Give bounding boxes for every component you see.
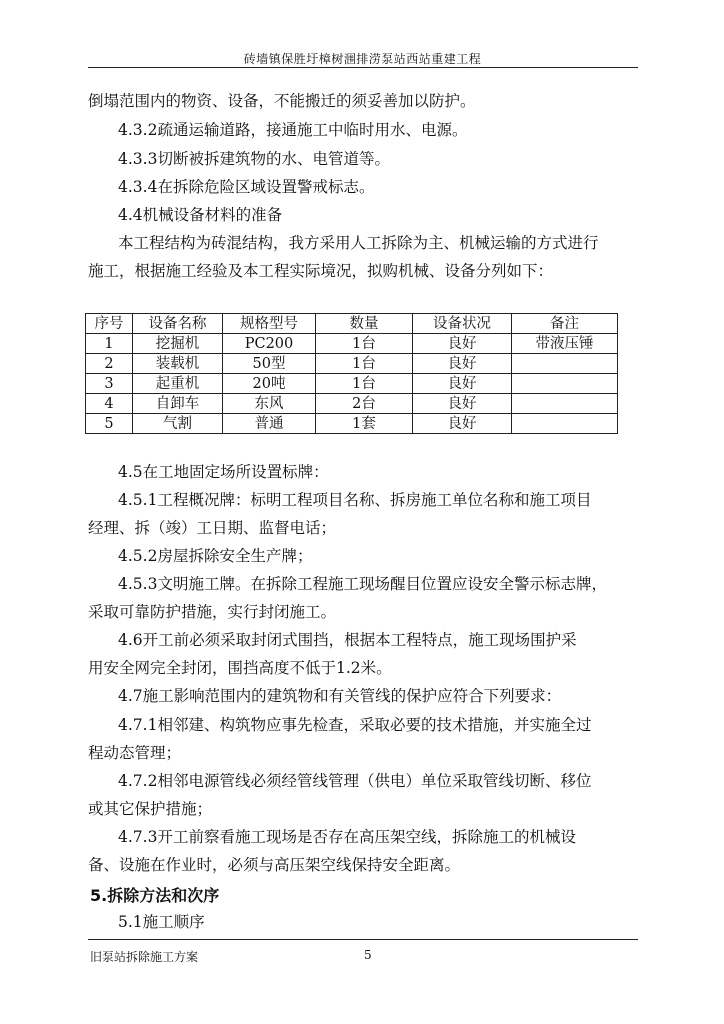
table-cell: 4	[86, 394, 133, 414]
table-cell: 20吨	[223, 374, 316, 394]
table-cell: 起重机	[133, 374, 223, 394]
paragraph: 采取可靠防护措施，实行封闭施工。	[88, 603, 337, 621]
subheading: 4.4机械设备材料的准备	[118, 206, 283, 224]
column-header: 设备状况	[413, 314, 512, 334]
header-divider	[88, 67, 638, 68]
table-cell: 2	[86, 354, 133, 374]
paragraph: 4.7施工影响范围内的建筑物和有关管线的保护应符合下列要求：	[118, 687, 562, 705]
table-cell: 1台	[316, 354, 413, 374]
table-cell: 良好	[413, 374, 512, 394]
table-row	[86, 334, 618, 354]
paragraph: 4.7.3开工前察看施工现场是否存在高压架空线，拆除施工的机械设	[118, 828, 576, 846]
table-cell: 普通	[223, 414, 316, 434]
table-cell: 东风	[223, 394, 316, 414]
table-cell: 3	[86, 374, 133, 394]
table-cell: 装载机	[133, 354, 223, 374]
paragraph: 用安全网完全封闭，围挡高度不低于1.2米。	[88, 659, 392, 677]
table-cell: 2台	[316, 394, 413, 414]
table-cell: 良好	[413, 354, 512, 374]
table-cell	[512, 414, 618, 434]
table-cell: 50型	[223, 354, 316, 374]
table-header-row	[86, 314, 618, 334]
table-cell: 良好	[413, 394, 512, 414]
paragraph: 4.3.3切断被拆建筑物的水、电管道等。	[118, 150, 390, 168]
paragraph: 4.5.3文明施工牌。在拆除工程施工现场醒目位置应设安全警示标志牌，	[118, 575, 607, 593]
header-title: 砖墙镇保胜圩樟树涠排涝泵站西站重建工程	[243, 52, 482, 66]
paragraph: 本工程结构为砖混结构，我方采用人工拆除为主、机械运输的方式进行	[118, 234, 599, 252]
paragraph: 4.6开工前必须采取封闭式围挡，根据本工程特点，施工现场围护采	[118, 631, 577, 649]
paragraph: 4.3.2疏通运输道路，接通施工中临时用水、电源。	[118, 121, 468, 139]
footer-divider	[88, 939, 638, 940]
table-cell: 气割	[133, 414, 223, 434]
table-cell: 1	[86, 334, 133, 354]
table-cell	[512, 394, 618, 414]
table-cell: 1套	[316, 414, 413, 434]
paragraph: 4.7.2相邻电源管线必须经管线管理（供电）单位采取管线切断、移位	[118, 772, 592, 790]
table-cell: 5	[86, 414, 133, 434]
subheading: 5.1施工顺序	[118, 913, 205, 931]
column-header: 数量	[316, 314, 413, 334]
table-row	[86, 394, 618, 414]
table-cell: 1台	[316, 374, 413, 394]
subheading: 4.5在工地固定场所设置标牌：	[118, 463, 329, 481]
column-header: 备注	[512, 314, 618, 334]
footer-doc-name: 旧泵站拆除施工方案	[90, 950, 199, 964]
table-cell	[512, 374, 618, 394]
column-header: 序号	[86, 314, 133, 334]
paragraph: 程动态管理；	[88, 744, 182, 762]
table-cell: PC200	[223, 334, 316, 354]
table-row	[86, 414, 618, 434]
table-cell	[512, 354, 618, 374]
paragraph: 或其它保护措施；	[88, 800, 213, 818]
paragraph: 4.5.1工程概况牌：标明工程项目名称、拆房施工单位名称和施工项目	[118, 491, 592, 509]
paragraph: 4.7.1相邻建、构筑物应事先检查，采取必要的技术措施，并实施全过	[118, 716, 592, 734]
table-cell: 挖掘机	[133, 334, 223, 354]
paragraph: 倒塌范围内的物资、设备，不能搬迁的须妥善加以防护。	[88, 92, 476, 110]
table-cell: 带液压锤	[512, 334, 618, 354]
section-heading: 5.拆除方法和次序	[90, 886, 220, 905]
table-cell: 良好	[413, 334, 512, 354]
column-header: 规格型号	[223, 314, 316, 334]
table-cell: 自卸车	[133, 394, 223, 414]
column-header: 设备名称	[133, 314, 223, 334]
paragraph: 4.5.2房屋拆除安全生产牌；	[118, 547, 313, 565]
table-row	[86, 374, 618, 394]
page-number: 5	[364, 948, 372, 962]
paragraph: 经理、拆（竣）工日期、监督电话；	[88, 519, 337, 537]
paragraph: 备、设施在作业时，必须与高压架空线保持安全距离。	[88, 856, 461, 874]
table-cell: 1台	[316, 334, 413, 354]
table-row	[86, 354, 618, 374]
equipment-table	[85, 313, 618, 434]
paragraph: 施工，根据施工经验及本工程实际境况，拟购机械、设备分列如下：	[88, 262, 554, 280]
table-cell: 良好	[413, 414, 512, 434]
paragraph: 4.3.4在拆除危险区域设置警戒标志。	[118, 178, 375, 196]
